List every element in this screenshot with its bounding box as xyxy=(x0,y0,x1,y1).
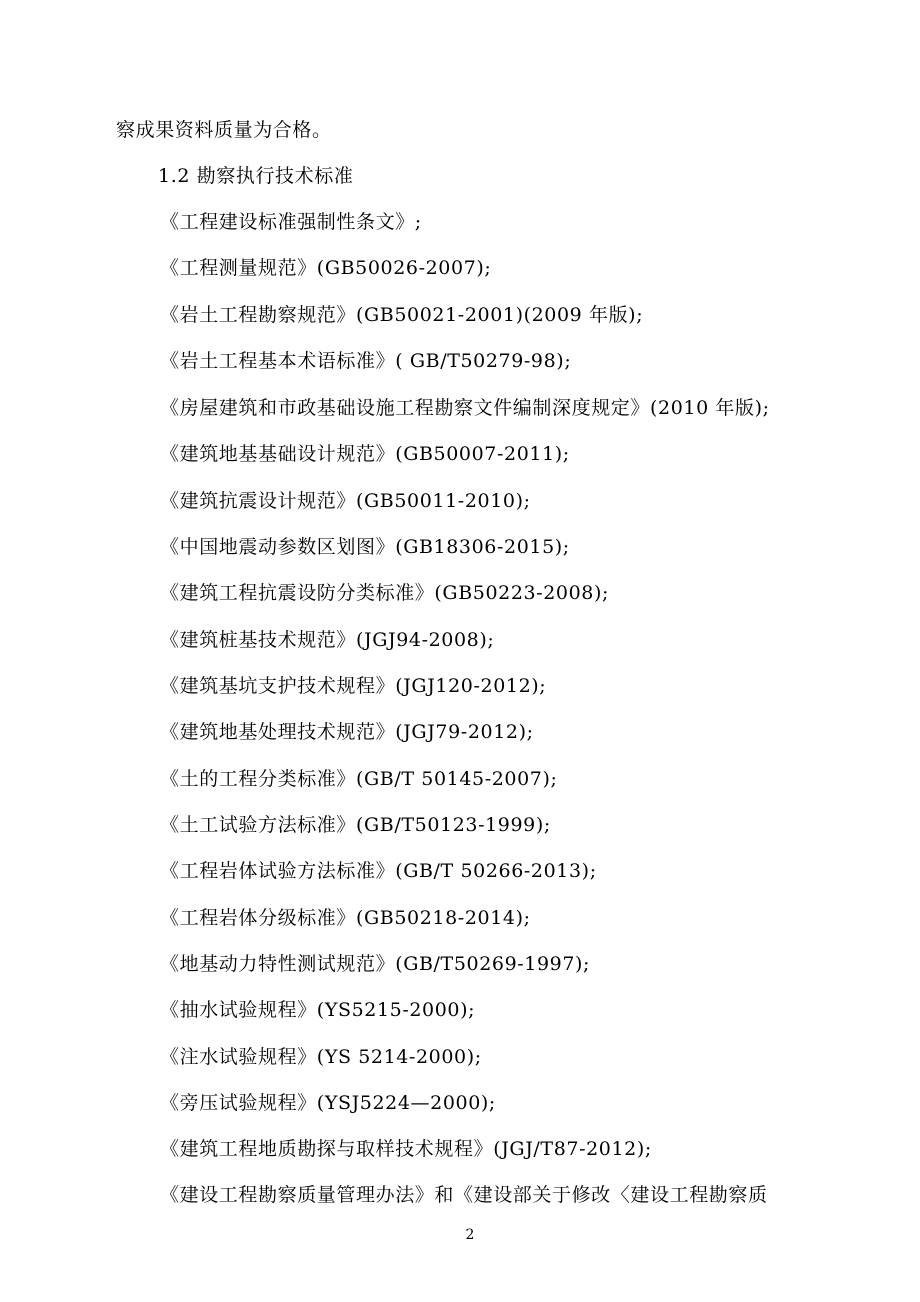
section-heading: 1.2 勘察执行技术标准 xyxy=(158,165,354,187)
standard-item: 《建筑工程抗震设防分类标准》(GB50223-2008); xyxy=(160,582,609,604)
page-number: 2 xyxy=(465,1227,475,1243)
standard-item: 《岩土工程基本术语标准》( GB/T50279-98); xyxy=(160,350,572,372)
standard-item: 《工程建设标准强制性条文》; xyxy=(160,211,422,233)
standard-item: 《建筑地基处理技术规范》(JGJ79-2012); xyxy=(160,721,534,743)
standard-item: 《工程测量规范》(GB50026-2007); xyxy=(160,257,492,279)
standard-item: 《抽水试验规程》(YS5215-2000); xyxy=(160,999,476,1021)
standard-item: 《岩土工程勘察规范》(GB50021-2001)(2009 年版); xyxy=(160,304,644,326)
standard-item: 《房屋建筑和市政基础设施工程勘察文件编制深度规定》(2010 年版); xyxy=(160,397,770,419)
standard-item: 《建设工程勘察质量管理办法》和《建设部关于修改〈建设工程勘察质 xyxy=(160,1184,768,1206)
standard-item: 《建筑地基基础设计规范》(GB50007-2011); xyxy=(160,443,570,465)
standard-item: 《旁压试验规程》(YSJ5224—2000); xyxy=(160,1092,496,1114)
standard-item: 《建筑工程地质勘探与取样技术规程》(JGJ/T87-2012); xyxy=(160,1138,652,1160)
standard-item: 《工程岩体试验方法标准》(GB/T 50266-2013); xyxy=(160,860,597,882)
standard-item: 《注水试验规程》(YS 5214-2000); xyxy=(160,1046,482,1068)
standard-item: 《工程岩体分级标准》(GB50218-2014); xyxy=(160,907,531,929)
standard-item: 《建筑基坑支护技术规程》(JGJ120-2012); xyxy=(160,675,547,697)
standard-item: 《地基动力特性测试规范》(GB/T50269-1997); xyxy=(160,953,591,975)
continuation-text: 察成果资料质量为合格。 xyxy=(116,119,332,141)
standard-item: 《中国地震动参数区划图》(GB18306-2015); xyxy=(160,536,570,558)
standard-item: 《土工试验方法标准》(GB/T50123-1999); xyxy=(160,814,551,836)
standard-item: 《建筑桩基技术规范》(JGJ94-2008); xyxy=(160,629,495,651)
standard-item: 《建筑抗震设计规范》(GB50011-2010); xyxy=(160,490,531,512)
standard-item: 《土的工程分类标准》(GB/T 50145-2007); xyxy=(160,768,558,790)
